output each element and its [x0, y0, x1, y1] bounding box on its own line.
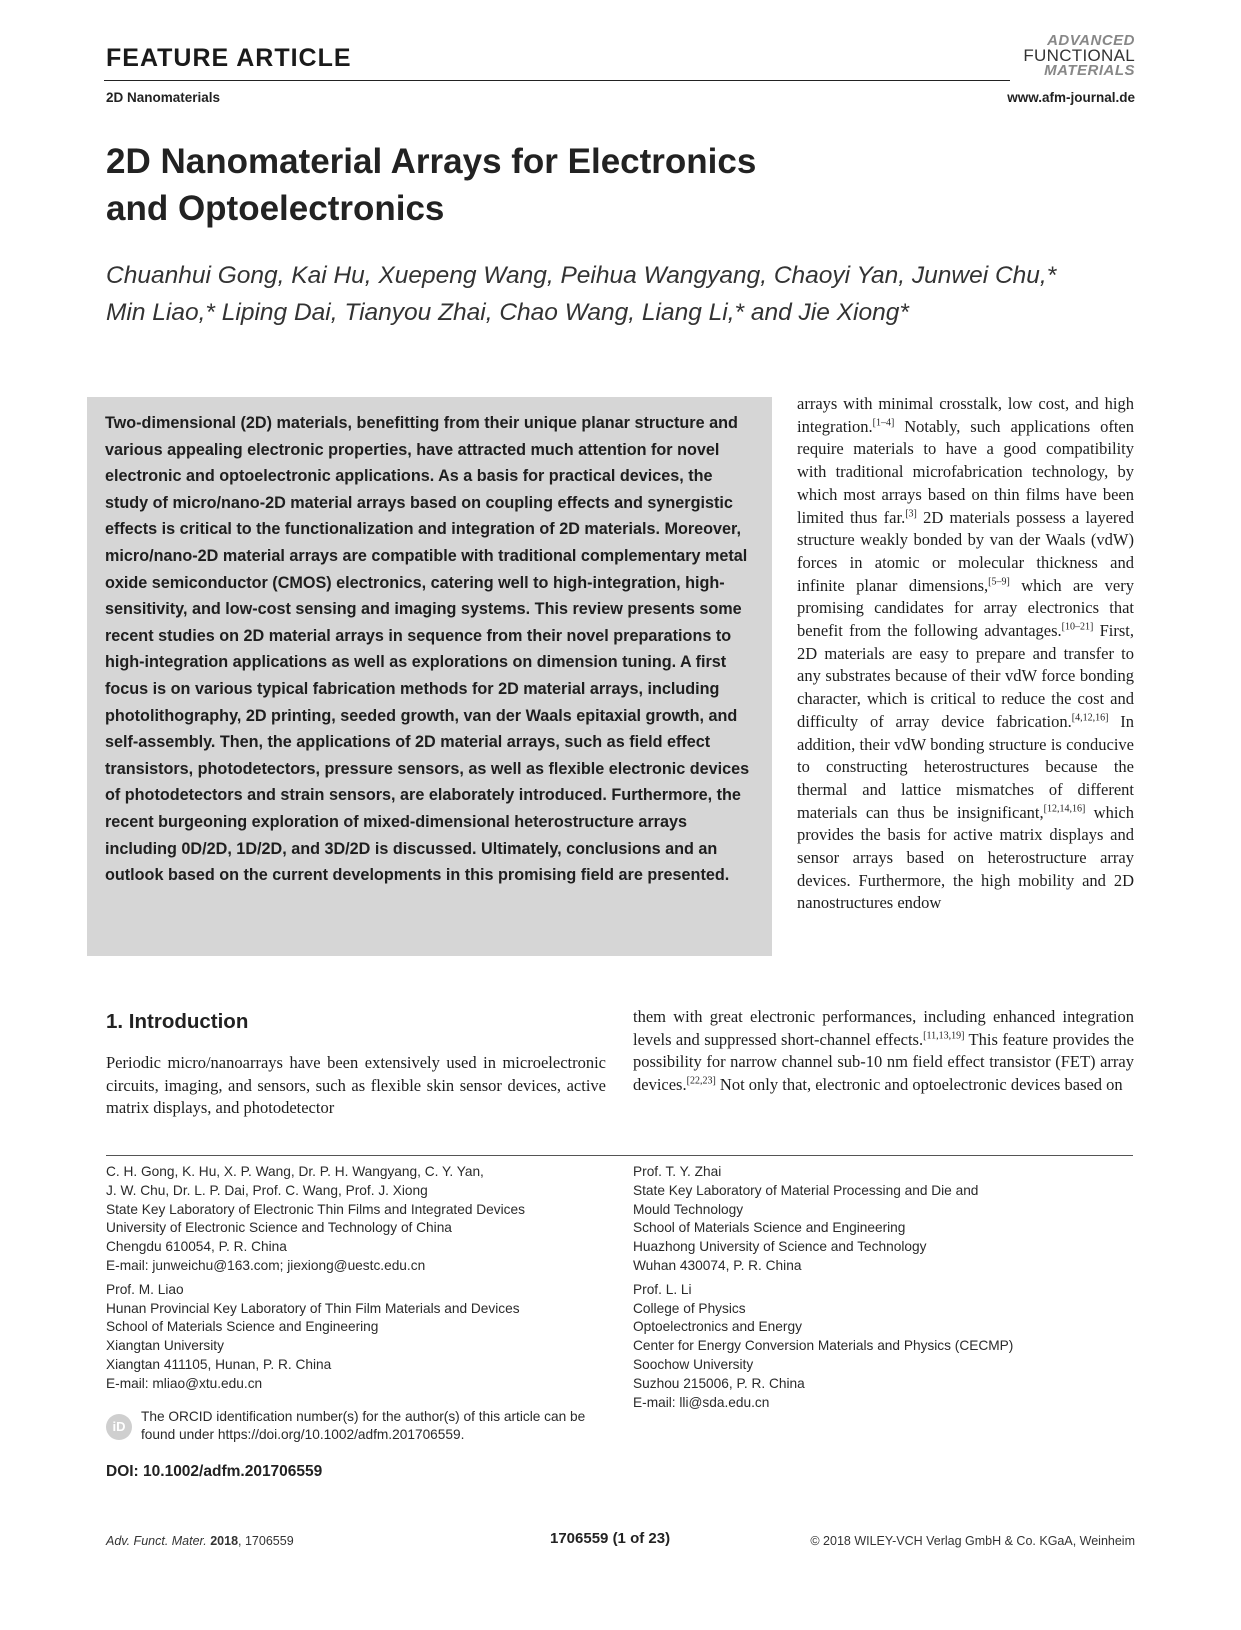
authors-line-2: Min Liao,* Liping Dai, Tianyou Zhai, Chao Wang, Liang Li,* and Jie Xiong* [106, 299, 909, 326]
body-text: 2D materials possess a layered structure weakly bonded by van der Waals (vdW) forces in atomic or molecular thickness and infinite planar dimensions, [797, 507, 1134, 595]
introduction-heading: 1. Introduction [106, 1010, 249, 1033]
author-list [106, 257, 1146, 331]
abstract-box [87, 397, 772, 956]
body-text: This feature provides the possibility for narrow channel sub-10 nm field effect transistor (FET) array devices. [633, 1029, 1135, 1095]
citation-ref[interactable]: [10–21] [1061, 621, 1094, 633]
citation-ref[interactable]: [11,13,19] [923, 1030, 965, 1042]
topic-label: 2D Nanomaterials [106, 90, 221, 105]
affiliation-rule [106, 1155, 1133, 1156]
citation-ref[interactable]: [1–4] [872, 417, 895, 429]
citation-ref[interactable]: [12,14,16] [1043, 803, 1086, 815]
body-text: them with great electronic performances, including enhanced integration levels and suppressed short-channel effects. [633, 1007, 1134, 1049]
year: 2018 [210, 1534, 239, 1548]
affiliations-right [633, 1163, 1133, 1417]
orcid-note: The ORCID identification number(s) for the author(s) of this article can be found under https://doi.org/10.1002/adfm.201706559. [141, 1409, 586, 1442]
citation-ref[interactable]: [5–9] [988, 576, 1010, 588]
citation-ref[interactable]: [22,23] [686, 1075, 716, 1087]
body-right-column-bottom [633, 1006, 1134, 1097]
body-text: Not only that, electronic and optoelectronic devices based on [715, 1075, 1123, 1095]
journal-website-link[interactable]: www.afm-journal.de [1007, 90, 1135, 105]
affiliation-block: Prof. L. Li College of Physics Optoelectronics and Energy Center for Energy Conversion Materials and Physics (CECMP) Soochow University Suzhou 215006, P. R. China E-mail: lli@sda.edu.cn [633, 1281, 1014, 1410]
title-line-1: 2D Nanomaterial Arrays for Electronics [106, 142, 757, 181]
affiliation-block: Prof. T. Y. Zhai State Key Laboratory of Material Processing and Die and Mould Technology School of Materials Science and Engineering Huazhong University of Science and Technology Wuhan 430074, P. R. China [633, 1164, 979, 1273]
journal-abbrev: Adv. Funct. Mater. [106, 1534, 207, 1548]
affiliation-block: Prof. M. Liao Hunan Provincial Key Laboratory of Thin Film Materials and Devices School of Materials Science and Engineering Xiangtan University Xiangtan 411105, Hunan, P. R. China E-mail: mliao@xtu.edu.cn [106, 1281, 520, 1391]
body-text: which are very promising candidates for array electronics that benefit from the following advantages. [797, 575, 1134, 641]
logo-line-materials: MATERIALS [1044, 62, 1135, 79]
citation-ref[interactable]: [4,12,16] [1071, 712, 1109, 724]
logo-line-advanced: ADVANCED [1047, 32, 1135, 49]
footer-citation [106, 1534, 294, 1548]
orcid-icon: iD [106, 1414, 132, 1440]
introduction-left-text: Periodic micro/nanoarrays have been extensively used in microelectronic circuits, imaging, and sensors, such as flexible skin sensor devices, active matrix displays, and photodetector [106, 1053, 606, 1118]
doi-label[interactable]: DOI: 10.1002/adfm.201706559 [106, 1463, 323, 1480]
header-rule [104, 80, 1010, 81]
article-title [106, 138, 1006, 232]
authors-line-1: Chuanhui Gong, Kai Hu, Xuepeng Wang, Peihua Wangyang, Chaoyi Yan, Junwei Chu,* [106, 262, 1057, 289]
journal-logo [1023, 33, 1135, 78]
affiliation-block: C. H. Gong, K. Hu, X. P. Wang, Dr. P. H. Wangyang, C. Y. Yan, J. W. Chu, Dr. L. P. Dai, Prof. C. Wang, Prof. J. Xiong State Key Laboratory of Electronic Thin Films and Integrated Devices University of Electronic Science and Technology of China Chengdu 610054, P. R. China E-mail: junweichu@163.com; jiexiong@uestc.edu.cn [106, 1164, 525, 1273]
affiliations-left [106, 1163, 606, 1399]
section-label: FEATURE ARTICLE [106, 44, 352, 72]
body-text: First, 2D materials are easy to prepare and transfer to any substrates because of their vdW force bonding character, which is critical to reduce the cost and difficulty of array device fabrication. [797, 621, 1134, 731]
body-text: In addition, their vdW bonding structure is conducive to constructing heterostructures because the thermal and lattice mismatches of different materials can thus be insignificant, [797, 711, 1135, 822]
title-line-2: and Optoelectronics [106, 189, 445, 228]
body-text: arrays with minimal crosstalk, low cost, and high integration. [797, 394, 1134, 436]
citation-ref[interactable]: [3] [905, 508, 917, 520]
abstract-text: Two-dimensional (2D) materials, benefitting from their unique planar structure and various appealing electronic properties, have attracted much attention for novel electronic and optoelectronic applications. As a basis for practical devices, the study of micro/nano-2D material arrays based on coupling effects and synergistic effects is critical to the functionalization and integration of 2D materials. Moreover, micro/nano-2D material arrays are compatible with traditional complementary metal oxide semiconductor (CMOS) electronics, catering well to high-integration, high-sensitivity, and low-cost sensing and imaging systems. This review presents some recent studies on 2D material arrays in sequence from their novel preparations to high-integration applications as well as explorations on dimension tuning. A first focus is on various typical fabrication methods for 2D material arrays, including photolithography, 2D printing, seeded growth, van der Waals epitaxial growth, and self-assembly. Then, the applications of 2D material arrays, such as field effect transistors, photodetectors, pressure sensors, as well as flexible electronic devices of photodetectors and strain sensors, are elaborately introduced. Furthermore, the recent burgeoning exploration of mixed-dimensional heterostructure arrays including 0D/2D, 1D/2D, and 3D/2D is discussed. Ultimately, conclusions and an outlook based on the current developments in this promising field are presented. [105, 414, 750, 885]
page-number: 1706559 (1 of 23) [550, 1530, 671, 1547]
logo-line-functional: FUNCTIONAL [1023, 46, 1135, 65]
body-text: which provides the basis for active matrix displays and sensor arrays based on heterostructure array devices. Furthermore, the high mobility and 2D nanostructures endow [797, 802, 1134, 913]
body-right-column-top [797, 393, 1134, 915]
article-number: , 1706559 [238, 1534, 294, 1548]
copyright: © 2018 WILEY-VCH Verlag GmbH & Co. KGaA, Weinheim [810, 1534, 1135, 1548]
body-text: Notably, such applications often require materials to have a good compatibility with traditional microfabrication technology, by which most arrays based on thin films have been limited thus far. [797, 416, 1134, 527]
